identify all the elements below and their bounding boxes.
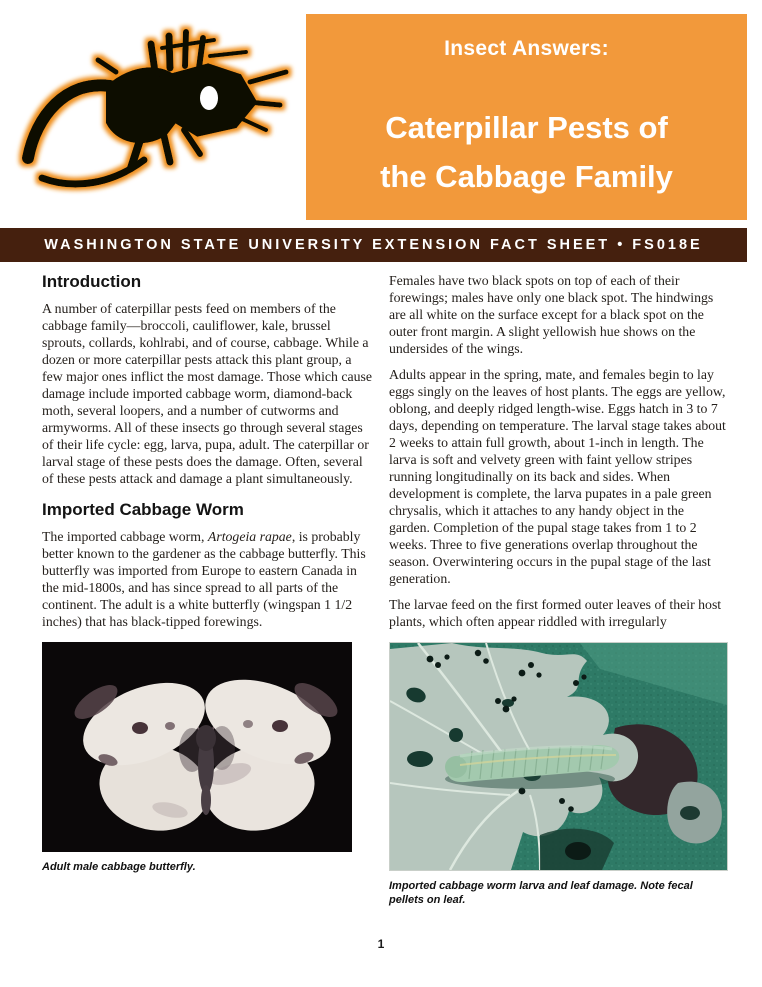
imported-cabbage-worm-paragraph: [42, 528, 373, 630]
logo-white-notch: [200, 86, 218, 110]
intro-heading: Introduction: [42, 272, 142, 291]
title-line-2: the Cabbage Family: [380, 159, 673, 194]
icw-text-pre: The imported cabbage worm,: [42, 529, 208, 544]
left-column: [42, 272, 373, 875]
larva-caption: Imported cabbage worm larva and leaf damage. Note fecal pellets on leaf.: [389, 880, 693, 906]
species-name: Artogeia rapae: [207, 529, 292, 544]
larvae-feeding-paragraph: The larvae feed on the first formed outer leaves of their host plants, which often appear riddled with irregularly: [389, 597, 722, 629]
icw-text-post: , is probably better known to the gardener as the cabbage butterfly. This butterfly was imported from Europe to eastern Canada in the mid-1800s, and has since spread to all parts of the continent. The adult is a white butterfly (wingspan 1 1/2 inches) that has black-tipped forewings.: [42, 529, 366, 629]
intro-paragraph: A number of caterpillar pests feed on members of the cabbage family—broccoli, cauliflower, kale, brussel sprouts, collards, kohlrabi, and of course, cabbage. While a dozen or more caterpillar pests attack this plant group, a few major ones inflict the most damage. Those which cause damage include imported cabbage worm, diamond-back moth, several loopers, and a number of cutworms and armyworms. All of these insects go through several stages of their life cycle: egg, larva, pupa, adult. The caterpillar or larval stage of these pests does the damage. Often, several of these pests attack and damage a plant simultaneously.: [42, 301, 373, 486]
document-title: [306, 103, 747, 201]
life-cycle-paragraph: Adults appear in the spring, mate, and females begin to lay eggs singly on the leaves of host plants. The eggs are yellow, oblong, and deeply ridged length-wise. Eggs hatch in 3 to 7 days, depending on temperature. The larval stage takes about 2 weeks to attain full growth, about 1-inch in length. The larva is soft and velvety green with faint yellow stripes running longitudinally on its back and sides. When development is complete, the larva pupates in a pale green chrysalis, which it attaches to any handy object in the garden. Completion of the pupal stage takes from 1 to 2 weeks. Three to five generations overlap throughout the season. Overwintering occurs in the pupal stage of the last generation.: [389, 367, 726, 586]
larva-figure: [389, 642, 726, 907]
imported-cabbage-worm-heading: Imported Cabbage Worm: [42, 500, 244, 519]
right-column: [389, 272, 726, 907]
butterfly-figure: [42, 642, 373, 875]
butterfly-photo: [42, 642, 352, 852]
butterfly-caption: Adult male cabbage butterfly.: [42, 861, 196, 873]
insect-logo-drawing: [12, 10, 302, 215]
title-line-1: Caterpillar Pests of: [385, 110, 668, 145]
publisher-banner: WASHINGTON STATE UNIVERSITY EXTENSION FACT SHEET • FS018E: [0, 228, 747, 262]
title-banner: [306, 14, 747, 220]
larva-photo: [389, 642, 728, 871]
series-kicker: Insect Answers:: [444, 37, 609, 60]
insect-brush-logo: [12, 10, 302, 215]
adult-description-paragraph: Females have two black spots on top of each of their forewings; males have only one black spot. The hindwings are all white on the surface except for a black spot on the outer front margin. A slight yellowish hue shows on the undersides of the wings.: [389, 273, 714, 356]
page-number: 1: [377, 937, 385, 951]
